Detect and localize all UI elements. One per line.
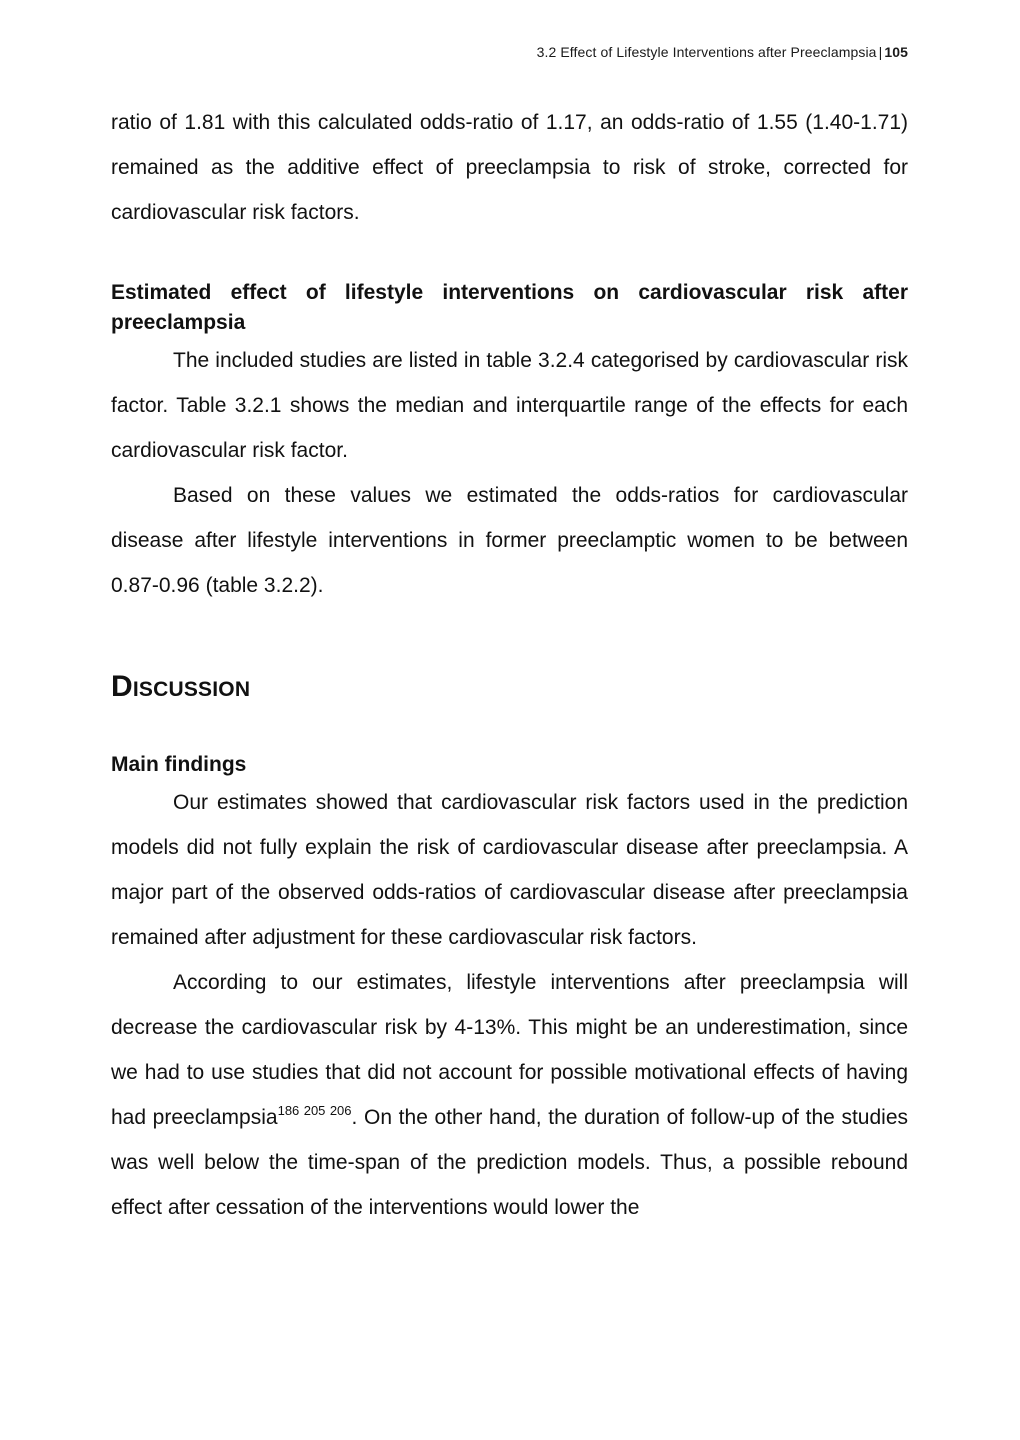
page-body xyxy=(111,100,908,1230)
discussion-paragraph-2-end: . On the other hand, the duration of follow-up of the studies was well below the time-span of the prediction models. Thus, a possible rebound effect after cessation of the interventions would lower the xyxy=(111,1106,909,1219)
discussion-paragraph-2-start: According to our estimates, lifestyle interventions after preeclampsia will decrease the cardiovascular risk by 4-13%. This might be an underestimation, since we had to use studies that did not account for possible motivational effects of having had preeclampsia xyxy=(111,971,908,1129)
discussion-title: Discussion xyxy=(111,670,251,703)
estimated-paragraph-2: Based on these values we estimated the odds-ratios for cardiovascular disease after lifestyle interventions in former preeclamptic women to be between 0.87-0.96 (table 3.2.2). xyxy=(111,484,908,597)
intro-paragraph: ratio of 1.81 with this calculated odds-ratio of 1.17, an odds-ratio of 1.55 (1.40-1.71) remained as the additive effect of preeclampsia to risk of stroke, corrected for cardiovascular risk factors. xyxy=(111,111,908,224)
page-number: 105 xyxy=(884,44,908,60)
discussion-paragraph-2 xyxy=(111,960,908,1230)
estimated-effect-heading: Estimated effect of lifestyle interventions on cardiovascular risk after preeclampsia xyxy=(111,281,908,334)
citation-reference: 186 205 206 xyxy=(277,1103,352,1118)
discussion-paragraph-1: Our estimates showed that cardiovascular risk factors used in the prediction models did not fully explain the risk of cardiovascular disease after preeclampsia. A major part of the observed odds-ratios of cardiovascular disease after preeclampsia remained after adjustment for these cardiovascular risk factors. xyxy=(111,791,908,949)
running-title: 3.2 Effect of Lifestyle Interventions after Preeclampsia xyxy=(536,44,877,60)
main-findings-heading: Main findings xyxy=(111,753,247,776)
header-separator: | xyxy=(878,44,883,60)
estimated-paragraph-1: The included studies are listed in table 3.2.4 categorised by cardiovascular risk factor. Table 3.2.1 shows the median and interquartile range of the effects for each cardiovascular risk factor. xyxy=(111,349,908,462)
running-header xyxy=(537,44,908,60)
